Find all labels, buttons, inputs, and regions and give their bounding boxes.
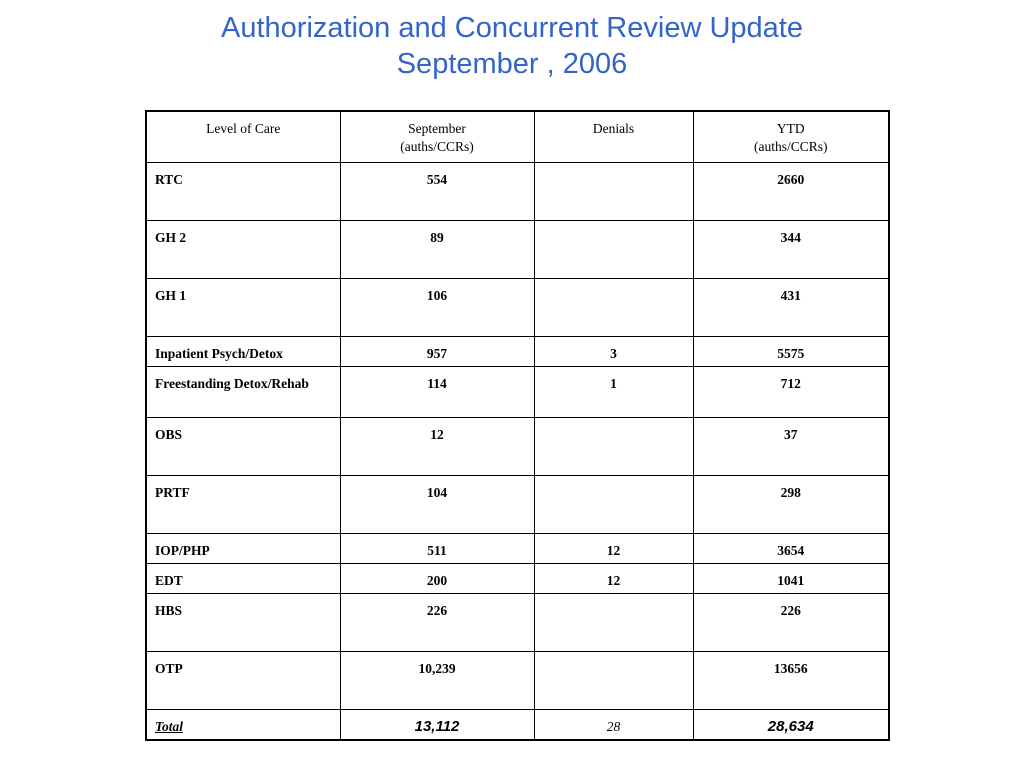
table-row <box>146 475 889 533</box>
total-row <box>146 709 889 740</box>
denials-cell: 3 <box>534 336 693 366</box>
ytd-cell: 5575 <box>693 336 889 366</box>
level-of-care-cell: RTC <box>146 162 340 220</box>
ytd-cell: 344 <box>693 220 889 278</box>
header-level-of-care: Level of Care <box>146 111 340 162</box>
ytd-cell: 3654 <box>693 533 889 563</box>
header-row <box>146 111 889 162</box>
header-ytd: YTD (auths/CCRs) <box>693 111 889 162</box>
september-cell: 511 <box>340 533 534 563</box>
table-row <box>146 366 889 417</box>
total-ytd-cell: 28,634 <box>693 709 889 740</box>
september-cell: 957 <box>340 336 534 366</box>
denials-cell <box>534 475 693 533</box>
denials-cell: 12 <box>534 563 693 593</box>
total-label-cell <box>146 709 340 740</box>
table-row <box>146 220 889 278</box>
level-of-care-cell: Freestanding Detox/Rehab <box>146 366 340 417</box>
ytd-cell: 1041 <box>693 563 889 593</box>
table-row <box>146 162 889 220</box>
september-cell: 10,239 <box>340 651 534 709</box>
header-september: September (auths/CCRs) <box>340 111 534 162</box>
total-denials-cell: 28 <box>534 709 693 740</box>
september-cell: 104 <box>340 475 534 533</box>
september-cell: 226 <box>340 593 534 651</box>
table-row <box>146 563 889 593</box>
denials-cell <box>534 278 693 336</box>
denials-cell <box>534 220 693 278</box>
september-cell: 12 <box>340 417 534 475</box>
ytd-cell: 37 <box>693 417 889 475</box>
authorization-review-table <box>145 110 890 741</box>
level-of-care-cell: Inpatient Psych/Detox <box>146 336 340 366</box>
title-line-2: September , 2006 <box>396 48 628 80</box>
ytd-cell: 298 <box>693 475 889 533</box>
ytd-cell: 712 <box>693 366 889 417</box>
denials-cell <box>534 651 693 709</box>
denials-cell <box>534 593 693 651</box>
table-row <box>146 593 889 651</box>
slide-title <box>0 10 1024 82</box>
level-of-care-cell: PRTF <box>146 475 340 533</box>
ytd-cell: 13656 <box>693 651 889 709</box>
header-denials: Denials <box>534 111 693 162</box>
level-of-care-cell: GH 2 <box>146 220 340 278</box>
denials-cell: 12 <box>534 533 693 563</box>
table-row <box>146 336 889 366</box>
september-cell: 89 <box>340 220 534 278</box>
title-line-1: Authorization and Concurrent Review Update <box>221 12 803 44</box>
level-of-care-cell: HBS <box>146 593 340 651</box>
september-cell: 114 <box>340 366 534 417</box>
total-label: Total <box>155 718 184 734</box>
level-of-care-cell: OBS <box>146 417 340 475</box>
ytd-cell: 226 <box>693 593 889 651</box>
level-of-care-cell: EDT <box>146 563 340 593</box>
september-cell: 554 <box>340 162 534 220</box>
table-row <box>146 651 889 709</box>
denials-cell <box>534 162 693 220</box>
level-of-care-cell: OTP <box>146 651 340 709</box>
total-september-cell: 13,112 <box>340 709 534 740</box>
denials-cell <box>534 417 693 475</box>
level-of-care-cell: GH 1 <box>146 278 340 336</box>
table-row <box>146 278 889 336</box>
level-of-care-cell: IOP/PHP <box>146 533 340 563</box>
denials-cell: 1 <box>534 366 693 417</box>
september-cell: 106 <box>340 278 534 336</box>
september-cell: 200 <box>340 563 534 593</box>
table-row <box>146 533 889 563</box>
ytd-cell: 431 <box>693 278 889 336</box>
table-row <box>146 417 889 475</box>
ytd-cell: 2660 <box>693 162 889 220</box>
